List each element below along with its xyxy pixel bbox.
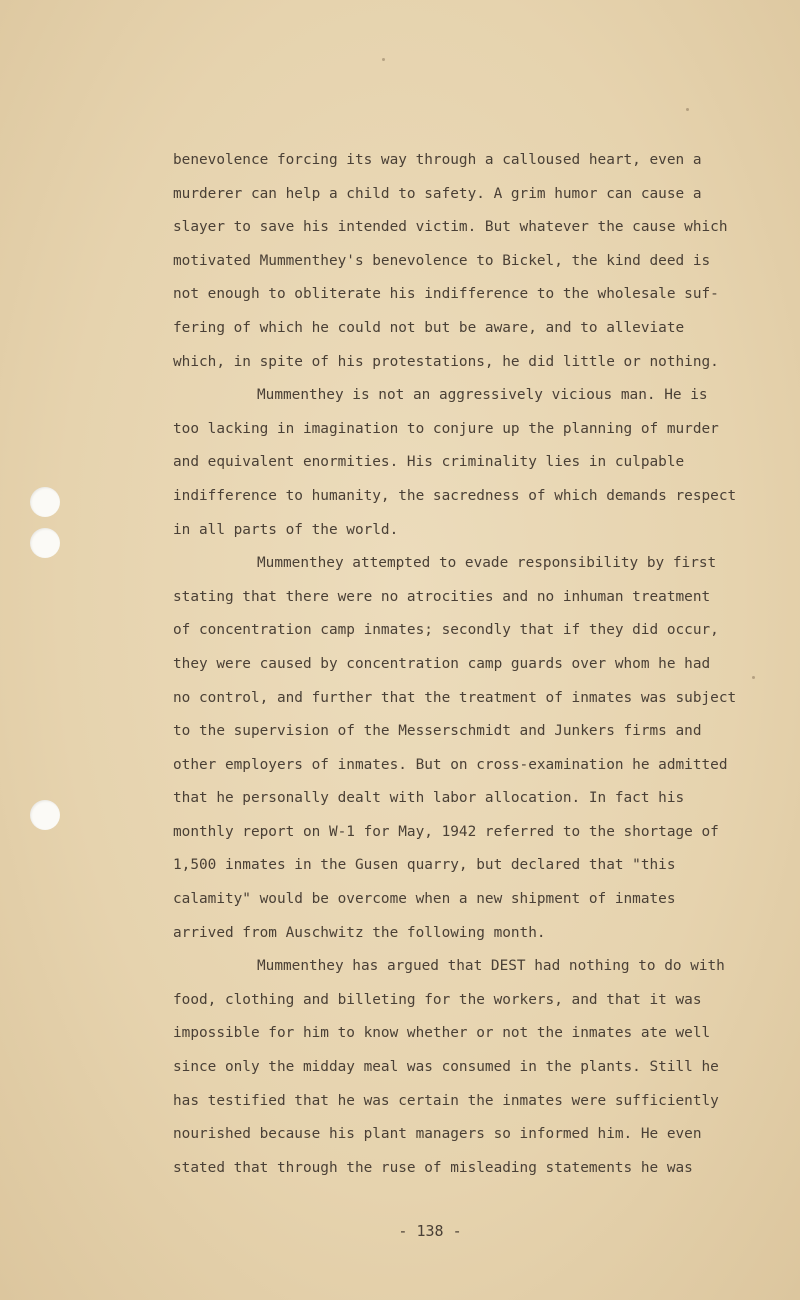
text-line: benevolence forcing its way through a calloused heart, even a bbox=[173, 152, 702, 168]
text-line: impossible for him to know whether or not the inmates ate well bbox=[173, 1025, 711, 1042]
text-line: monthly report on W-1 for May, 1942 referred to the shortage of bbox=[173, 823, 719, 840]
text-line: not enough to obliterate his indifference to the wholesale suf- bbox=[173, 286, 719, 303]
text-line: has testified that he was certain the inmates were sufficiently bbox=[173, 1092, 719, 1109]
text-line: stated that through the ruse of misleading statements he was bbox=[173, 1159, 693, 1176]
paper-speck bbox=[686, 108, 689, 111]
text-line: motivated Mummenthey's benevolence to Bickel, the kind deed is bbox=[173, 252, 711, 269]
punch-hole bbox=[30, 487, 60, 517]
text-line: food, clothing and billeting for the workers, and that it was bbox=[173, 991, 702, 1008]
text-line: that he personally dealt with labor allocation. In fact his bbox=[173, 790, 685, 807]
text-line: Mummenthey attempted to evade responsibility by first bbox=[257, 555, 717, 572]
text-line: murderer can help a child to safety. A grim humor can cause a bbox=[173, 185, 702, 202]
text-line: other employers of inmates. But on cross-examination he admitted bbox=[173, 756, 728, 773]
page-number: - 138 - bbox=[398, 1222, 462, 1240]
text-line: they were caused by concentration camp guards over whom he had bbox=[173, 655, 711, 672]
text-line: which, in spite of his protestations, he did little or nothing. bbox=[173, 353, 719, 370]
text-line: fering of which he could not but be aware, and to alleviate bbox=[173, 319, 685, 336]
text-line: too lacking in imagination to conjure up the planning of murder bbox=[173, 420, 719, 437]
text-line: 1,500 inmates in the Gusen quarry, but declared that "this bbox=[173, 857, 676, 874]
text-line: no control, and further that the treatment of inmates was subject bbox=[173, 689, 737, 706]
text-line: calamity" would be overcome when a new shipment of inmates bbox=[173, 891, 676, 908]
text-line: since only the midday meal was consumed in the plants. Still he bbox=[173, 1059, 719, 1076]
text-line: and equivalent enormities. His criminality lies in culpable bbox=[173, 454, 685, 471]
text-line: in all parts of the world. bbox=[173, 521, 399, 538]
punch-hole bbox=[30, 800, 60, 830]
text-line: indifference to humanity, the sacredness of which demands respect bbox=[173, 487, 737, 504]
text-line: of concentration camp inmates; secondly that if they did occur, bbox=[173, 622, 719, 639]
paper-speck bbox=[752, 676, 755, 679]
paper-speck bbox=[382, 58, 385, 61]
punch-hole bbox=[30, 528, 60, 558]
text-line: slayer to save his intended victim. But whatever the cause which bbox=[173, 219, 728, 236]
text-line: nourished because his plant managers so informed him. He even bbox=[173, 1126, 702, 1143]
document-body bbox=[173, 146, 737, 1187]
text-line: stating that there were no atrocities and no inhuman treatment bbox=[173, 588, 711, 605]
text-line: arrived from Auschwitz the following month. bbox=[173, 924, 546, 941]
text-line: Mummenthey is not an aggressively vicious man. He is bbox=[257, 387, 708, 404]
text-line: to the supervision of the Messerschmidt and Junkers firms and bbox=[173, 723, 702, 740]
text-line: Mummenthey has argued that DEST had nothing to do with bbox=[257, 958, 725, 975]
